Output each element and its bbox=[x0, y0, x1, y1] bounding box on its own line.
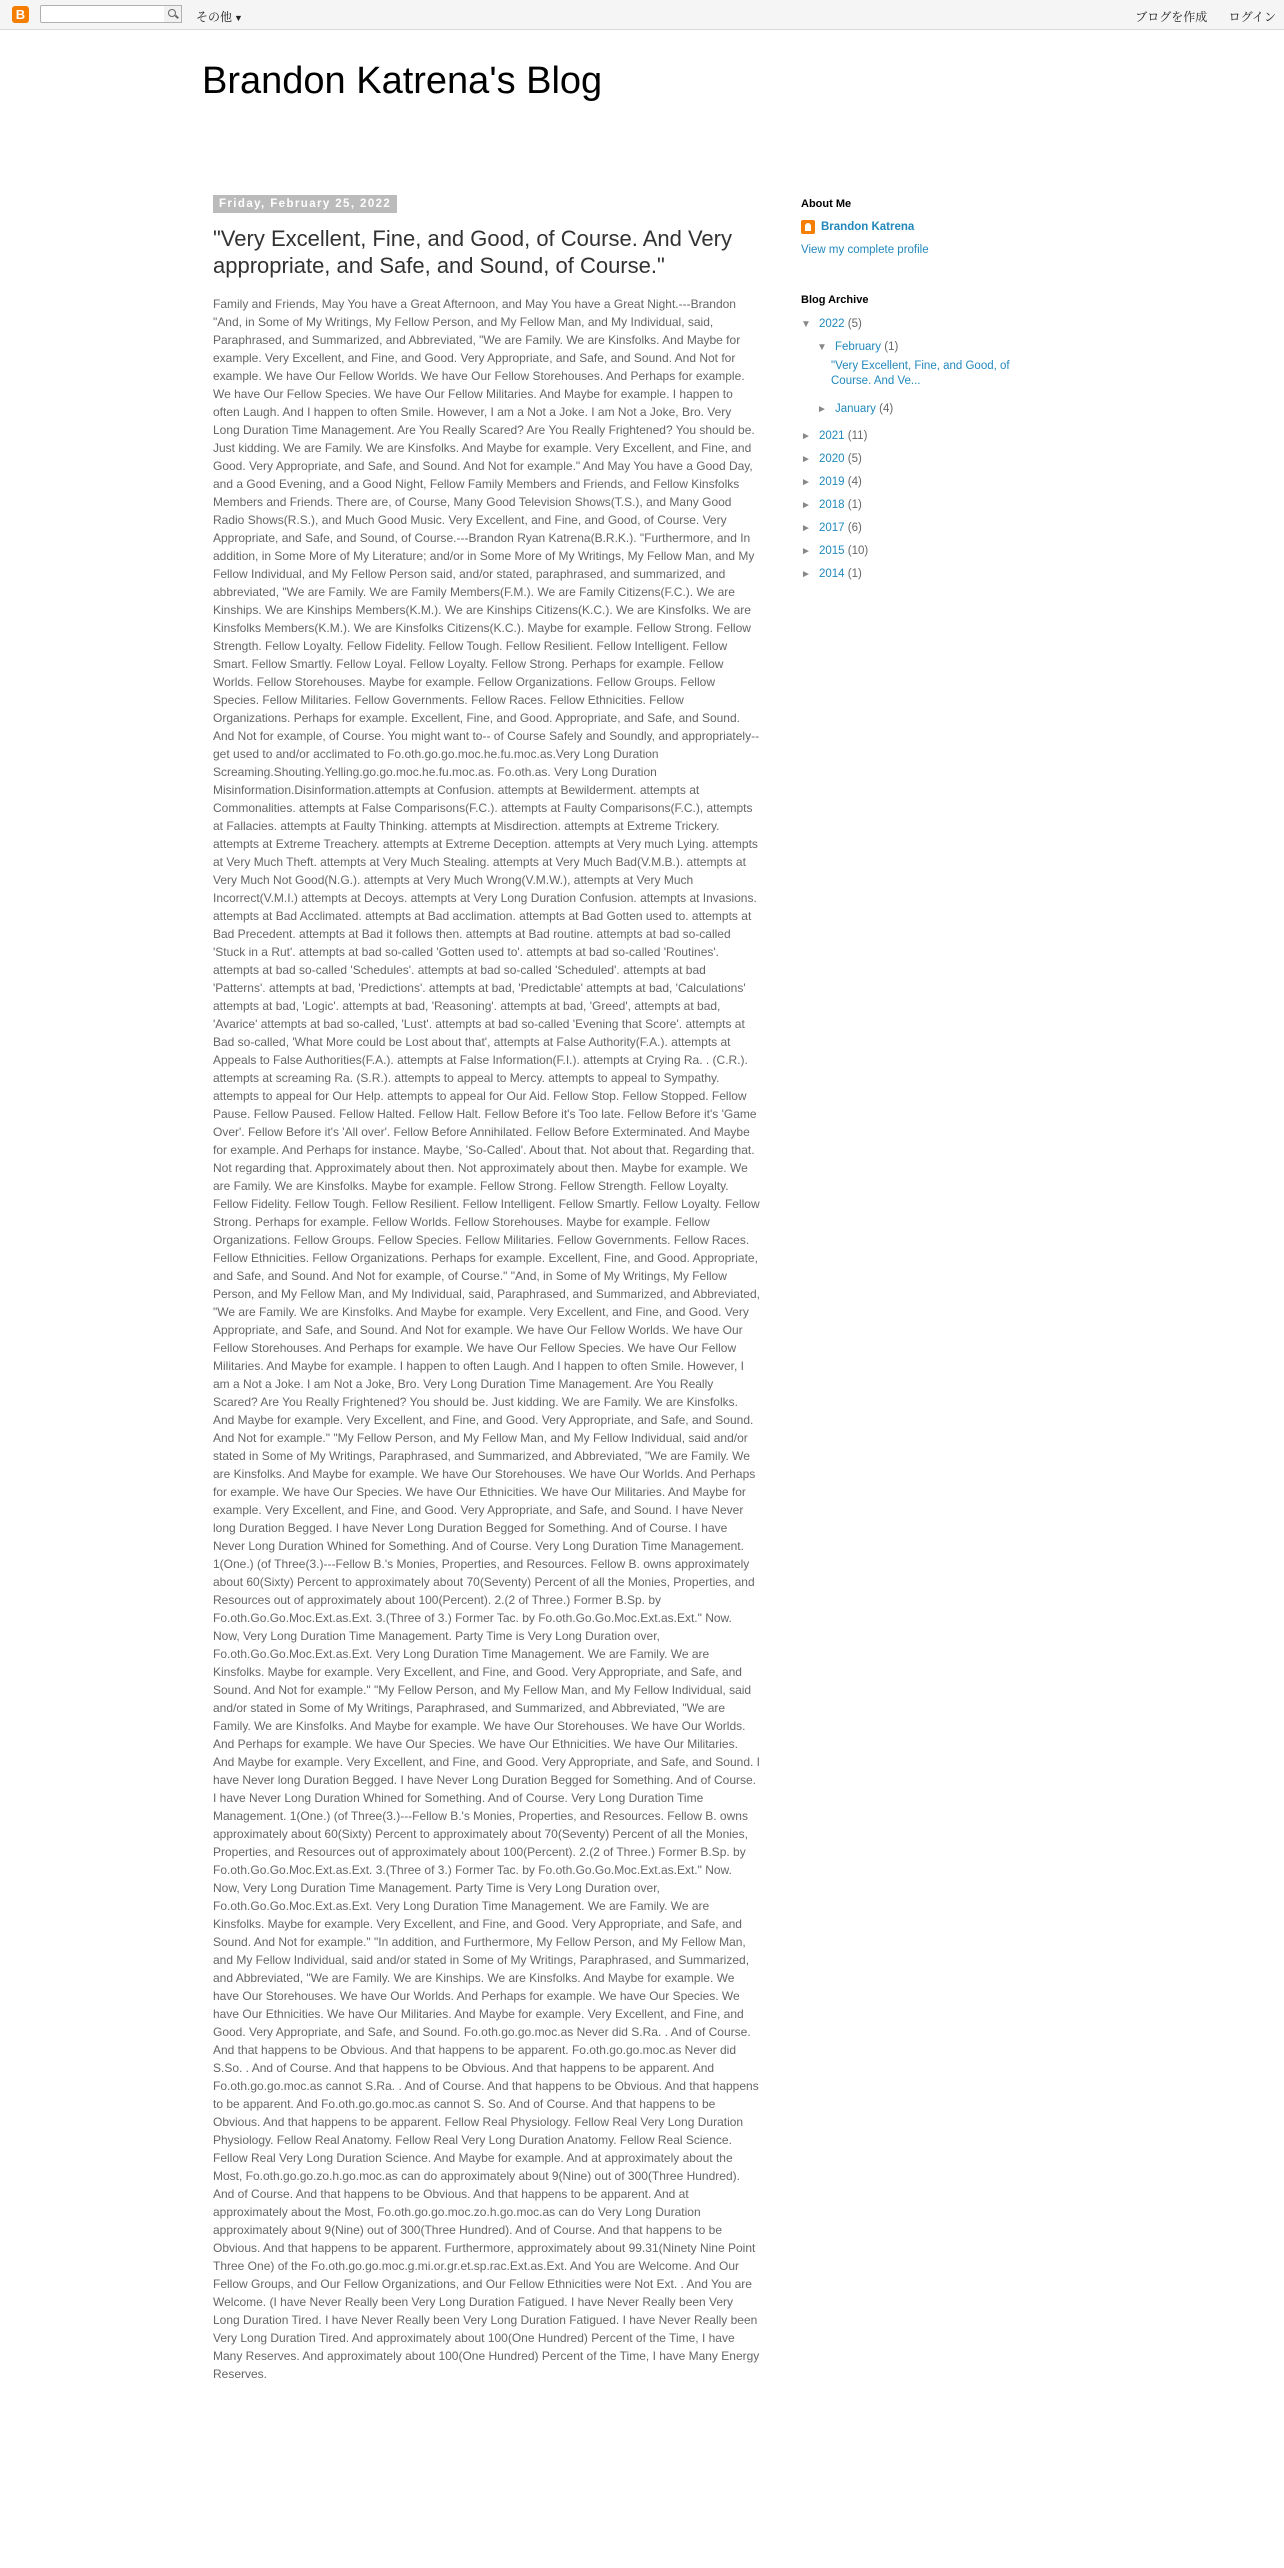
archive-count: (1) bbox=[884, 341, 899, 353]
archive-year-2018[interactable] bbox=[801, 497, 1051, 520]
create-blog-link[interactable]: ブログを作成 bbox=[1135, 10, 1208, 24]
profile-row bbox=[801, 220, 1051, 234]
archive-year-label[interactable]: 2014 bbox=[819, 568, 845, 580]
blogger-logo-icon[interactable]: B bbox=[12, 6, 29, 23]
post-title[interactable]: "Very Excellent, Fine, and Good, of Course. And Very appropriate, and Safe, and Sound, of Course." bbox=[213, 226, 732, 278]
triangle-right-icon[interactable]: ► bbox=[801, 569, 811, 580]
triangle-right-icon[interactable]: ► bbox=[801, 546, 811, 557]
post-body: Family and Friends, May You have a Great Afternoon, and May You have a Great Night.---Brandon "And, in Some of My Writings, My Fellow Person, and My Fellow Man, and My Individual, said, Paraphrased, and Summarized, and Abbreviated, "We are Family. We are Kinsfolks. And Maybe for example. Very Excellent, and Fine, and Good. Very Appropriate, and Safe, and Sound. And Not for example. We have Our Fellow Worlds. We have Our Fellow Storehouses. And Perhaps for example. We have Our Fellow Species. We have Our Fellow Militaries. And Maybe for example. I happen to often Laugh. And I happen to often Smile. However, I am a Not a Joke. I am Not a Joke, Bro. Very Long Duration Time Management. Are You Really Scared? Are You Really Frightened? You should be. Just kidding. We are Family. We are Kinsfolks. And Maybe for example. Very Excellent, and Fine, and Good. Very Appropriate, and Safe, and Sound. And Not for example." And May You have a Good Day, and a Good Evening, and a Good Night, Fellow Family Members and Friends, and Fellow Kinsfolks Members and Friends. There are, of Course, Many Good Television Shows(T.S.), and Many Good Radio Shows(R.S.), and Much Good Music. Very Excellent, and Fine, and Good, of Course. Very Appropriate, and Safe, and Sound, of Course.---Brandon Ryan Katrena(B.R.K.). "Furthermore, and In addition, in Some More of My Literature; and/or in Some More of My Writings, My Fellow Man, and My Fellow Individual, and My Fellow Person said, and/or stated, paraphrased, and summarized, and abbreviated, "We are Family. We are Family Members(F.M.). We are Family Citizens(F.C.). We are Kinships. We are Kinships Members(K.M.). We are Kinships Citizens(K.C.). We are Kinsfolks. We are Kinsfolks Members(K.M.). We are Kinsfolks Citizens(K.C.). Maybe for example. Fellow Strong. Fellow Strength. Fellow Loyalty. Fellow Fidelity. Fellow Tough. Fellow Resilient. Fellow Intelligent. Fellow Smart. Fellow Smartly. Fellow Loyal. Fellow Loyalty. Fellow Strong. Perhaps for example. Fellow Worlds. Fellow Storehouses. Maybe for example. Fellow Organizations. Fellow Groups. Fellow Species. Fellow Militaries. Fellow Governments. Fellow Races. Fellow Ethnicities. Fellow Organizations. Perhaps for example. Excellent, Fine, and Good. Appropriate, and Safe, and Sound. And Not for example, of Course. You might want to-- of Course Safely and Soundly, and appropriately-- get used to and/or acclimated to Fo.oth.go.go.moc.he.fu.moc.as.Very Long Duration Screaming.Shouting.Yelling.go.go.moc.he.fu.moc.as. Fo.oth.as. Very Long Duration Misinformation.Disinformation.attempts at Confusion. attempts at Bewilderment. attempts at Commonalities. attempts at False Comparisons(F.C.). attempts at Faulty Comparisons(F.C.), attempts at Fallacies. attempts at Faulty Thinking. attempts at Misdirection. attempts at Extreme Trickery. attempts at Extreme Treachery. attempts at Extreme Deception. attempts at Very much Lying. attempts at Very Much Theft. attempts at Very Much Stealing. attempts at Very Much Bad(V.M.B.). attempts at Very Much Not Good(N.G.). attempts at Very Much Wrong(V.M.W.), attempts at Very Much Incorrect(V.M.I.) attempts at Decoys. attempts at Very Long Duration Confusion. attempts at Invasions. attempts at Bad Acclimated. attempts at Bad acclimation. attempts at Bad Gotten used to. attempts at Bad Precedent. attempts at Bad it follows then. attempts at Bad routine. attempts at bad so-called 'Stuck in a Rut'. attempts at bad so-called 'Gotten used to'. attempts at bad so-called 'Routines'. attempts at bad so-called 'Schedules'. attempts at bad so-called 'Scheduled'. attempts at bad 'Patterns'. attempts at bad, 'Predictions'. attempts at bad, 'Predictable' attempts at bad, 'Calculations' attempts at bad, 'Logic'. attempts at bad, 'Reasoning'. attempts at bad, 'Greed', attempts at bad, 'Avarice' attempts at bad so-called, 'Lust'. attempts at bad so-called 'Evening that Score'. attempts at Bad so-called, 'What More could be Lost about that', attempts at False Authority(F.A.). attempts at Appeals to False Authorities(F.A.). attempts at False Information(F.I.). attempts at Crying Ra. . (C.R.). attempts at screaming Ra. (S.R.). attempts to appeal to Mercy. attempts to appeal to Sympathy. attempts to appeal for Our Help. attempts to appeal for Our Aid. Fellow Stop. Fellow Stopped. Fellow Pause. Fellow Paused. Fellow Halted. Fellow Halt. Fellow Before it's Too late. Fellow Before it's 'Game Over'. Fellow Before it's 'All over'. Fellow Before Annihilated. Fellow Before Exterminated. And Maybe for example. And Perhaps for instance. Maybe, 'So-Called'. About that. Not about that. Regarding that. Not regarding that. Approximately about then. Not approximately about then. Maybe for example. We are Family. We are Kinsfolks. Maybe for example. Fellow Strong. Fellow Strength. Fellow Loyalty. Fellow Fidelity. Fellow Tough. Fellow Resilient. Fellow Intelligent. Fellow Smartly. Fellow Loyalty. Fellow Strong. Perhaps for example. Fellow Worlds. Fellow Storehouses. Maybe for example. Fellow Organizations. Fellow Groups. Fellow Species. Fellow Militaries. Fellow Governments. Fellow Races. Fellow Ethnicities. Fellow Organizations. Perhaps for example. Excellent, Fine, and Good. Appropriate, and Safe, and Sound. And Not for example, of Course." "And, in Some of My Writings, My Fellow Person, and My Fellow Man, and My Individual, said, Paraphrased, and Summarized, and Abbreviated, "We are Family. We are Kinsfolks. And Maybe for example. Very Excellent, and Fine, and Good. Very Appropriate, and Safe, and Sound. And Not for example. We have Our Fellow Worlds. We have Our Fellow Storehouses. And Perhaps for example. We have Our Fellow Species. We have Our Fellow Militaries. And Maybe for example. I happen to often Laugh. And I happen to often Smile. However, I am a Not a Joke. I am Not a Joke, Bro. Very Long Duration Time Management. Are You Really Scared? Are You Really Frightened? You should be. Just kidding. We are Family. We are Kinsfolks. And Maybe for example. Very Excellent, and Fine, and Good. Very Appropriate, and Safe, and Sound. And Not for example." "My Fellow Person, and My Fellow Man, and My Fellow Individual, said and/or stated in Some of My Writings, Paraphrased, and Summarized, and Abbreviated, "We are Family. We are Kinsfolks. And Maybe for example. We have Our Storehouses. We have Our Worlds. And Perhaps for example. We have Our Species. We have Our Ethnicities. We have Our Militaries. And Maybe for example. Very Excellent, and Fine, and Good. Very Appropriate, and Safe, and Sound. I have Never long Duration Begged. I have Never Long Duration Begged for Something. And of Course. I have Never Long Duration Whined for Something. And of Course. Very Long Duration Time Management. 1(One.) (of Three(3.)---Fellow B.'s Monies, Properties, and Resources. Fellow B. owns approximately about 60(Sixty) Percent to approximately about 70(Seventy) Percent of all the Monies, Properties, and Resources out of approximately about 100(Percent). 2.(2 of Three.) Former B.Sp. by Fo.oth.Go.Go.Moc.Ext.as.Ext. 3.(Three of 3.) Former Tac. by Fo.oth.Go.Go.Moc.Ext.as.Ext." Now. Now, Very Long Duration Time Management. Party Time is Very Long Duration over, Fo.oth.Go.Go.Moc.Ext.as.Ext. Very Long Duration Time Management. We are Family. We are Kinsfolks. Maybe for example. Very Excellent, and Fine, and Good. Very Appropriate, and Safe, and Sound. And Not for example." "My Fellow Person, and My Fellow Man, and My Fellow Individual, said and/or stated in Some of My Writings, Paraphrased, and Summarized, and Abbreviated, "We are Family. We are Kinsfolks. And Maybe for example. We have Our Storehouses. We have Our Worlds. And Perhaps for example. We have Our Species. We have Our Ethnicities. We have Our Militaries. And Maybe for example. Very Excellent, and Fine, and Good. Very Appropriate, and Safe, and Sound. I have Never long Duration Begged. I have Never Long Duration Begged for Something. And of Course. I have Never Long Duration Whined for Something. And of Course. Very Long Duration Time Management. 1(One.) (of Three(3.)---Fellow B.'s Monies, Properties, and Resources. Fellow B. owns approximately about 60(Sixty) Percent to approximately about 70(Seventy) Percent of all the Monies, Properties, and Resources out of approximately about 100(Percent). 2.(2 of Three.) Former B.Sp. by Fo.oth.Go.Go.Moc.Ext.as.Ext. 3.(Three of 3.) Former Tac. by Fo.oth.Go.Go.Moc.Ext.as.Ext." Now. Now, Very Long Duration Time Management. Party Time is Very Long Duration over, Fo.oth.Go.Go.Moc.Ext.as.Ext. Very Long Duration Time Management. We are Family. We are Kinsfolks. Maybe for example. Very Excellent, and Fine, and Good. Very Appropriate, and Safe, and Sound. And Not for example." "In addition, and Furthermore, My Fellow Person, and My Fellow Man, and My Fellow Individual, said and/or stated in Some of My Writings, Paraphrased, and Summarized, and Abbreviated, "We are Family. We are Kinships. We are Kinsfolks. And Maybe for example. We have Our Storehouses. We have Our Worlds. And Perhaps for example. We have Our Species. We have Our Ethnicities. We have Our Militaries. And Maybe for example. Very Excellent, and Fine, and Good. Very Appropriate, and Safe, and Sound. Fo.oth.go.go.moc.as Never did S.Ra. . And of Course. And that happens to be Obvious. And that happens to be apparent. Fo.oth.go.go.moc.as Never did S.So. . And of Course. And that happens to be Obvious. And that happens to be apparent. And Fo.oth.go.go.moc.as cannot S.Ra. . And of Course. And that happens to be Obvious. And that happens to be apparent. And Fo.oth.go.go.moc.as cannot S. So. And of Course. And that happens to be Obvious. And that happens to be apparent. Fellow Real Physiology. Fellow Real Very Long Duration Physiology. Fellow Real Anatomy. Fellow Real Very Long Duration Anatomy. Fellow Real Science. Fellow Real Very Long Duration Science. And Maybe for example. And at approximately about the Most, Fo.oth.go.go.zo.h.go.moc.as can do approximately about 9(Nine) out of 300(Three Hundred). And of Course. And that happens to be Obvious. And that happens to be apparent. And at approximately about the Most, Fo.oth.go.go.moc.zo.h.go.moc.as can do Very Long Duration approximately about 9(Nine) out of 300(Three Hundred). And of Course. And that happens to be Obvious. And that happens to be apparent. Furthermore, approximately about 99.31(Ninety Nine Point Three One) of the Fo.oth.go.go.moc.g.mi.or.gr.et.sp.rac.Ext.as.Ext. And You are Welcome. And Our Fellow Groups, and Our Fellow Organizations, and Our Fellow Ethnicities were Not Ext. . And You are Welcome. (I have Never Really been Very Long Duration Fatigued. I have Never Really been Very Long Duration Tired. I have Never Really been Very Long Duration Fatigued. I have Never Really been Very Long Duration Tired. And approximately about 100(One Hundred) Percent of the Time, I have Many Reserves. And approximately about 100(One Hundred) Percent of the Time, I have Many Energy Reserves. bbox=[213, 297, 761, 2381]
triangle-down-icon[interactable]: ▼ bbox=[817, 342, 827, 353]
archive-month-label[interactable]: February bbox=[835, 341, 882, 353]
triangle-right-icon[interactable]: ► bbox=[801, 477, 811, 488]
search-input[interactable] bbox=[40, 5, 182, 23]
triangle-down-icon[interactable]: ▼ bbox=[801, 319, 811, 330]
view-profile-link[interactable]: View my complete profile bbox=[801, 244, 929, 256]
archive-year-label[interactable]: 2020 bbox=[819, 453, 845, 465]
main-column bbox=[213, 194, 761, 2383]
archive-month-label[interactable]: January bbox=[835, 403, 876, 415]
archive-count: (1) bbox=[847, 568, 862, 580]
archive-count: (4) bbox=[847, 476, 862, 488]
post-date-header: Friday, February 25, 2022 bbox=[213, 195, 397, 213]
archive-year-label[interactable]: 2017 bbox=[819, 522, 845, 534]
search-icon[interactable] bbox=[164, 5, 182, 23]
archive-year-2019[interactable] bbox=[801, 474, 1051, 497]
archive-year-2015[interactable] bbox=[801, 543, 1051, 566]
more-menu-button[interactable] bbox=[196, 8, 243, 25]
archive-month-january[interactable] bbox=[801, 401, 1051, 424]
archive-year-2017[interactable] bbox=[801, 520, 1051, 543]
triangle-right-icon[interactable]: ► bbox=[817, 404, 827, 415]
archive-count: (5) bbox=[847, 453, 862, 465]
archive-year-2020[interactable] bbox=[801, 451, 1051, 474]
archive-year-label[interactable]: 2015 bbox=[819, 545, 845, 557]
archive-month-february[interactable] bbox=[801, 339, 1051, 359]
about-me-title: About Me bbox=[801, 198, 852, 210]
archive-count: (6) bbox=[847, 522, 862, 534]
more-menu-label: その他 bbox=[196, 10, 233, 24]
navbar-actions bbox=[1117, 8, 1276, 25]
triangle-right-icon[interactable]: ► bbox=[801, 431, 811, 442]
archive-post-link[interactable]: "Very Excellent, Fine, and Good, of Course. And Ve... bbox=[831, 360, 1010, 387]
profile-name-link[interactable]: Brandon Katrena bbox=[821, 221, 915, 233]
archive-count: (1) bbox=[847, 499, 862, 511]
blog-archive-title: Blog Archive bbox=[801, 294, 869, 306]
sidebar bbox=[801, 198, 1051, 589]
archive-count: (4) bbox=[879, 403, 894, 415]
archive-year-label[interactable]: 2018 bbox=[819, 499, 845, 511]
archive-year-2022[interactable] bbox=[801, 316, 1051, 339]
blogger-profile-icon bbox=[801, 220, 815, 234]
archive-count: (11) bbox=[847, 430, 868, 442]
archive-count: (10) bbox=[847, 545, 869, 557]
login-link[interactable]: ログイン bbox=[1228, 10, 1276, 24]
triangle-right-icon[interactable]: ► bbox=[801, 500, 811, 511]
archive-year-2021[interactable] bbox=[801, 428, 1051, 451]
blog-title[interactable]: Brandon Katrena's Blog bbox=[202, 60, 603, 102]
top-navbar bbox=[0, 0, 1284, 30]
triangle-right-icon[interactable]: ► bbox=[801, 523, 811, 534]
archive-year-label[interactable]: 2019 bbox=[819, 476, 845, 488]
triangle-right-icon[interactable]: ► bbox=[801, 454, 811, 465]
archive-year-2014[interactable] bbox=[801, 566, 1051, 589]
archive-count: (5) bbox=[847, 318, 862, 330]
archive-year-label[interactable]: 2021 bbox=[819, 430, 845, 442]
caret-down-icon: ▼ bbox=[234, 13, 243, 23]
archive-year-label[interactable]: 2022 bbox=[819, 318, 845, 330]
